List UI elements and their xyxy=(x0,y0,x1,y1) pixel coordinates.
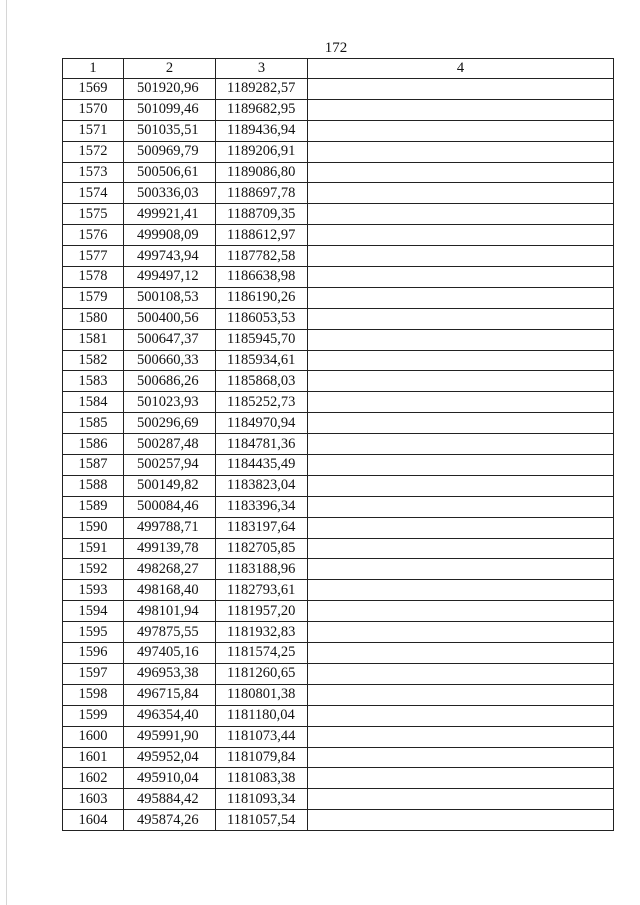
x-coordinate-cell: 496715,84 xyxy=(124,684,216,705)
description-cell xyxy=(308,120,614,141)
y-coordinate-cell: 1188709,35 xyxy=(216,204,308,225)
table-row xyxy=(63,287,614,308)
point-number-cell: 1580 xyxy=(63,308,124,329)
table-row xyxy=(63,517,614,538)
y-coordinate-cell: 1188697,78 xyxy=(216,183,308,204)
table-row xyxy=(63,225,614,246)
y-coordinate-cell: 1184435,49 xyxy=(216,455,308,476)
point-number-cell: 1585 xyxy=(63,413,124,434)
y-coordinate-cell: 1185868,03 xyxy=(216,371,308,392)
y-coordinate-cell: 1186638,98 xyxy=(216,267,308,288)
table-row xyxy=(63,79,614,100)
description-cell xyxy=(308,455,614,476)
table-row xyxy=(63,329,614,350)
x-coordinate-cell: 499497,12 xyxy=(124,267,216,288)
point-number-cell: 1594 xyxy=(63,601,124,622)
y-coordinate-cell: 1185934,61 xyxy=(216,350,308,371)
description-cell xyxy=(308,183,614,204)
description-cell xyxy=(308,246,614,267)
description-cell xyxy=(308,162,614,183)
point-number-cell: 1598 xyxy=(63,684,124,705)
description-cell xyxy=(308,496,614,517)
page-number: 172 xyxy=(324,40,348,56)
y-coordinate-cell: 1189282,57 xyxy=(216,79,308,100)
table-row xyxy=(63,643,614,664)
y-coordinate-cell: 1181180,04 xyxy=(216,705,308,726)
table-row xyxy=(63,162,614,183)
table-row xyxy=(63,141,614,162)
y-coordinate-cell: 1181073,44 xyxy=(216,726,308,747)
point-number-cell: 1586 xyxy=(63,434,124,455)
description-cell xyxy=(308,392,614,413)
x-coordinate-cell: 499139,78 xyxy=(124,538,216,559)
point-number-cell: 1588 xyxy=(63,475,124,496)
y-coordinate-cell: 1181957,20 xyxy=(216,601,308,622)
table-row xyxy=(63,475,614,496)
description-cell xyxy=(308,350,614,371)
point-number-cell: 1589 xyxy=(63,496,124,517)
x-coordinate-cell: 500506,61 xyxy=(124,162,216,183)
description-cell xyxy=(308,726,614,747)
description-cell xyxy=(308,538,614,559)
y-coordinate-cell: 1181083,38 xyxy=(216,768,308,789)
point-number-cell: 1604 xyxy=(63,810,124,831)
x-coordinate-cell: 500257,94 xyxy=(124,455,216,476)
point-number-cell: 1571 xyxy=(63,120,124,141)
table-row xyxy=(63,371,614,392)
description-cell xyxy=(308,622,614,643)
column-header-3: 3 xyxy=(216,59,308,79)
table-row xyxy=(63,663,614,684)
y-coordinate-cell: 1181932,83 xyxy=(216,622,308,643)
description-cell xyxy=(308,810,614,831)
description-cell xyxy=(308,643,614,664)
table-row xyxy=(63,99,614,120)
point-number-cell: 1592 xyxy=(63,559,124,580)
table-row xyxy=(63,350,614,371)
point-number-cell: 1602 xyxy=(63,768,124,789)
y-coordinate-cell: 1189206,91 xyxy=(216,141,308,162)
description-cell xyxy=(308,413,614,434)
description-cell xyxy=(308,371,614,392)
x-coordinate-cell: 501920,96 xyxy=(124,79,216,100)
y-coordinate-cell: 1186190,26 xyxy=(216,287,308,308)
y-coordinate-cell: 1181057,54 xyxy=(216,810,308,831)
y-coordinate-cell: 1189086,80 xyxy=(216,162,308,183)
table-row xyxy=(63,747,614,768)
y-coordinate-cell: 1181093,34 xyxy=(216,789,308,810)
table-row xyxy=(63,705,614,726)
table-row xyxy=(63,768,614,789)
y-coordinate-cell: 1189436,94 xyxy=(216,120,308,141)
table-row xyxy=(63,413,614,434)
point-number-cell: 1574 xyxy=(63,183,124,204)
point-number-cell: 1600 xyxy=(63,726,124,747)
table-row xyxy=(63,120,614,141)
description-cell xyxy=(308,204,614,225)
y-coordinate-cell: 1188612,97 xyxy=(216,225,308,246)
description-cell xyxy=(308,434,614,455)
description-cell xyxy=(308,559,614,580)
x-coordinate-cell: 500400,56 xyxy=(124,308,216,329)
description-cell xyxy=(308,287,614,308)
description-cell xyxy=(308,267,614,288)
x-coordinate-cell: 496354,40 xyxy=(124,705,216,726)
table-row xyxy=(63,601,614,622)
y-coordinate-cell: 1180801,38 xyxy=(216,684,308,705)
point-number-cell: 1582 xyxy=(63,350,124,371)
table-row xyxy=(63,559,614,580)
table-row xyxy=(63,789,614,810)
x-coordinate-cell: 500969,79 xyxy=(124,141,216,162)
x-coordinate-cell: 499743,94 xyxy=(124,246,216,267)
description-cell xyxy=(308,141,614,162)
table-row xyxy=(63,622,614,643)
description-cell xyxy=(308,747,614,768)
table-row xyxy=(63,392,614,413)
description-cell xyxy=(308,663,614,684)
x-coordinate-cell: 500647,37 xyxy=(124,329,216,350)
y-coordinate-cell: 1181260,65 xyxy=(216,663,308,684)
table-header-row xyxy=(63,59,614,79)
x-coordinate-cell: 495884,42 xyxy=(124,789,216,810)
x-coordinate-cell: 495910,04 xyxy=(124,768,216,789)
x-coordinate-cell: 500084,46 xyxy=(124,496,216,517)
y-coordinate-cell: 1185945,70 xyxy=(216,329,308,350)
table-row xyxy=(63,204,614,225)
y-coordinate-cell: 1187782,58 xyxy=(216,246,308,267)
y-coordinate-cell: 1182793,61 xyxy=(216,580,308,601)
point-number-cell: 1569 xyxy=(63,79,124,100)
point-number-cell: 1578 xyxy=(63,267,124,288)
y-coordinate-cell: 1182705,85 xyxy=(216,538,308,559)
description-cell xyxy=(308,329,614,350)
point-number-cell: 1599 xyxy=(63,705,124,726)
table-row xyxy=(63,496,614,517)
description-cell xyxy=(308,79,614,100)
point-number-cell: 1579 xyxy=(63,287,124,308)
description-cell xyxy=(308,517,614,538)
point-number-cell: 1581 xyxy=(63,329,124,350)
y-coordinate-cell: 1184970,94 xyxy=(216,413,308,434)
y-coordinate-cell: 1185252,73 xyxy=(216,392,308,413)
x-coordinate-cell: 500336,03 xyxy=(124,183,216,204)
y-coordinate-cell: 1181574,25 xyxy=(216,643,308,664)
table-row xyxy=(63,455,614,476)
y-coordinate-cell: 1183396,34 xyxy=(216,496,308,517)
y-coordinate-cell: 1189682,95 xyxy=(216,99,308,120)
description-cell xyxy=(308,705,614,726)
table-row xyxy=(63,434,614,455)
y-coordinate-cell: 1183197,64 xyxy=(216,517,308,538)
point-number-cell: 1576 xyxy=(63,225,124,246)
table-row xyxy=(63,580,614,601)
description-cell xyxy=(308,580,614,601)
point-number-cell: 1601 xyxy=(63,747,124,768)
description-cell xyxy=(308,684,614,705)
x-coordinate-cell: 498268,27 xyxy=(124,559,216,580)
table-row xyxy=(63,810,614,831)
y-coordinate-cell: 1181079,84 xyxy=(216,747,308,768)
point-number-cell: 1596 xyxy=(63,643,124,664)
column-header-4: 4 xyxy=(308,59,614,79)
table-row xyxy=(63,246,614,267)
x-coordinate-cell: 500686,26 xyxy=(124,371,216,392)
description-cell xyxy=(308,601,614,622)
x-coordinate-cell: 498168,40 xyxy=(124,580,216,601)
x-coordinate-cell: 501023,93 xyxy=(124,392,216,413)
point-number-cell: 1575 xyxy=(63,204,124,225)
x-coordinate-cell: 500660,33 xyxy=(124,350,216,371)
y-coordinate-cell: 1183188,96 xyxy=(216,559,308,580)
x-coordinate-cell: 501035,51 xyxy=(124,120,216,141)
point-number-cell: 1577 xyxy=(63,246,124,267)
point-number-cell: 1603 xyxy=(63,789,124,810)
table-row xyxy=(63,684,614,705)
x-coordinate-cell: 497875,55 xyxy=(124,622,216,643)
point-number-cell: 1597 xyxy=(63,663,124,684)
point-number-cell: 1590 xyxy=(63,517,124,538)
page-edge-line xyxy=(6,0,7,905)
description-cell xyxy=(308,99,614,120)
description-cell xyxy=(308,789,614,810)
x-coordinate-cell: 500296,69 xyxy=(124,413,216,434)
point-number-cell: 1587 xyxy=(63,455,124,476)
x-coordinate-cell: 495874,26 xyxy=(124,810,216,831)
x-coordinate-cell: 499788,71 xyxy=(124,517,216,538)
x-coordinate-cell: 499921,41 xyxy=(124,204,216,225)
coordinates-table xyxy=(62,58,614,831)
point-number-cell: 1591 xyxy=(63,538,124,559)
y-coordinate-cell: 1186053,53 xyxy=(216,308,308,329)
table-row xyxy=(63,726,614,747)
column-header-1: 1 xyxy=(63,59,124,79)
table-body xyxy=(63,79,614,831)
y-coordinate-cell: 1184781,36 xyxy=(216,434,308,455)
x-coordinate-cell: 496953,38 xyxy=(124,663,216,684)
x-coordinate-cell: 498101,94 xyxy=(124,601,216,622)
point-number-cell: 1584 xyxy=(63,392,124,413)
description-cell xyxy=(308,308,614,329)
table-row xyxy=(63,538,614,559)
point-number-cell: 1570 xyxy=(63,99,124,120)
point-number-cell: 1572 xyxy=(63,141,124,162)
description-cell xyxy=(308,225,614,246)
x-coordinate-cell: 500287,48 xyxy=(124,434,216,455)
column-header-2: 2 xyxy=(124,59,216,79)
point-number-cell: 1593 xyxy=(63,580,124,601)
description-cell xyxy=(308,475,614,496)
x-coordinate-cell: 500149,82 xyxy=(124,475,216,496)
x-coordinate-cell: 499908,09 xyxy=(124,225,216,246)
point-number-cell: 1573 xyxy=(63,162,124,183)
x-coordinate-cell: 500108,53 xyxy=(124,287,216,308)
x-coordinate-cell: 495991,90 xyxy=(124,726,216,747)
table-row xyxy=(63,183,614,204)
point-number-cell: 1583 xyxy=(63,371,124,392)
x-coordinate-cell: 501099,46 xyxy=(124,99,216,120)
y-coordinate-cell: 1183823,04 xyxy=(216,475,308,496)
point-number-cell: 1595 xyxy=(63,622,124,643)
x-coordinate-cell: 495952,04 xyxy=(124,747,216,768)
table-row xyxy=(63,267,614,288)
description-cell xyxy=(308,768,614,789)
x-coordinate-cell: 497405,16 xyxy=(124,643,216,664)
table-row xyxy=(63,308,614,329)
